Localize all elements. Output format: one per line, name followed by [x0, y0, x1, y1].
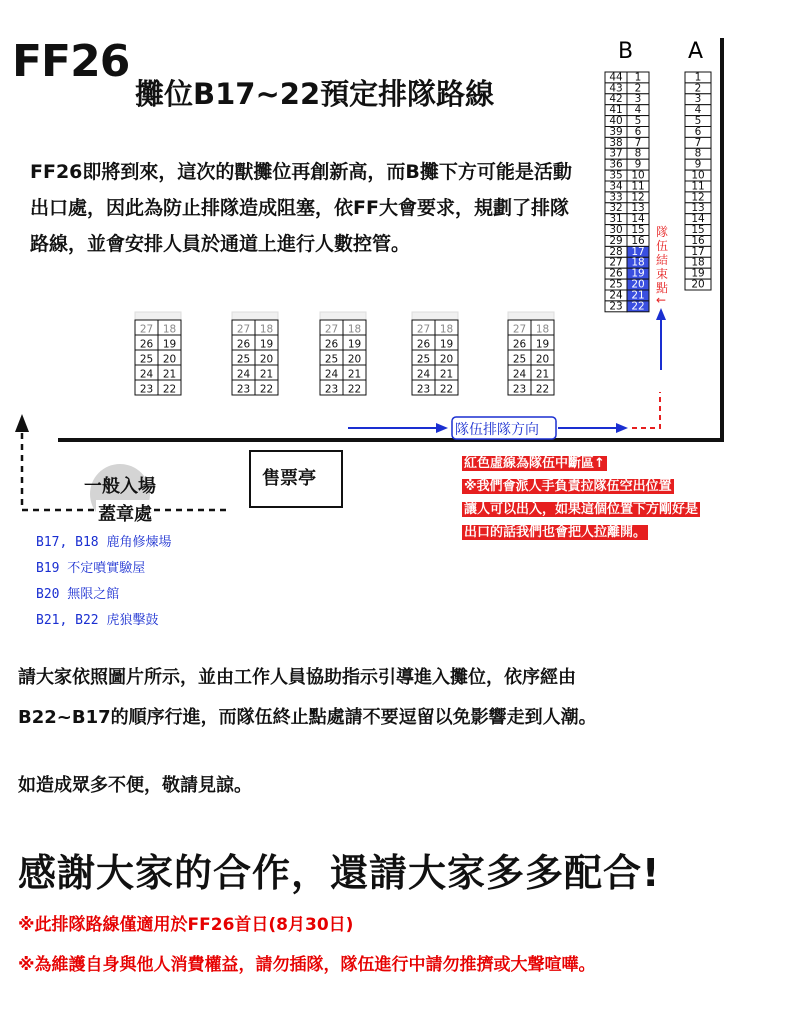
booth-block-2-24-number: 24 [236, 368, 251, 381]
booth-a-4-number: 4 [694, 104, 702, 117]
booth-b-9-number: 9 [634, 158, 642, 171]
intro-text: FF26即將到來，這次的獸攤位再創新高，而B攤下方可能是活動出口處，因此為防止排隊造成阻塞，依FF大會要求，規劃了排隊路線，並會安排人員於通道上進行人數控管。 [30, 161, 572, 255]
queue-end-label [656, 224, 668, 295]
red-notes [462, 452, 782, 544]
booth-block-2-22-number: 22 [259, 383, 274, 396]
booth-block-1-20-number: 20 [162, 353, 177, 366]
booth-block-5-25-number: 25 [512, 353, 527, 366]
queue-up-arrow-head [656, 308, 666, 320]
booth-b-11-number: 11 [631, 180, 645, 193]
apology-text: 如造成眾多不便，敬請見諒。 [18, 775, 252, 796]
booth-block-3-25-number: 25 [324, 353, 339, 366]
thanks-heading: 感謝大家的合作，還請大家多多配合! [18, 851, 661, 895]
booth-b-43-number: 43 [609, 82, 623, 95]
booth-a-5-number: 5 [694, 115, 702, 127]
booth-b-15-number: 15 [631, 224, 645, 236]
booth-block-1-26-number: 26 [139, 338, 154, 351]
booth-a-2-number: 2 [694, 82, 702, 95]
booth-block-fade [232, 312, 278, 320]
booth-b-32-number: 32 [609, 202, 623, 215]
booth-b-3-number: 3 [634, 93, 642, 106]
booth-a-13-number: 13 [691, 202, 705, 215]
booth-block-3-20-number: 20 [347, 353, 362, 366]
booth-block-4-22-number: 22 [439, 383, 454, 396]
booth-b-1-number: 1 [634, 71, 642, 84]
booth-b-37-number: 37 [609, 147, 623, 160]
booth-b-17-number: 17 [631, 245, 645, 258]
booth-a-20-number: 20 [691, 278, 705, 291]
booth-a-17-number: 17 [691, 245, 705, 258]
booth-block-4-24-number: 24 [416, 368, 431, 381]
booth-b-31-number: 31 [609, 213, 623, 226]
booth-legend-item: B19 不定噴實驗屋 [36, 561, 146, 576]
booth-b-19-number: 19 [631, 267, 645, 280]
booth-block-3-24-number: 24 [324, 368, 339, 381]
booth-a-12-number: 12 [691, 191, 705, 204]
red-note-4: 出口的話我們也會把人拉離開。 [464, 525, 647, 540]
booth-block-1-18-number: 18 [162, 323, 177, 336]
booth-b-22-number: 22 [631, 300, 645, 313]
booth-block-fade [320, 312, 366, 320]
booth-b-6-number: 6 [634, 125, 642, 138]
booth-a-19-number: 19 [691, 267, 705, 280]
booth-b-29-number: 29 [609, 234, 623, 247]
column-b-booths [605, 71, 649, 312]
booth-block-5-20-number: 20 [535, 353, 550, 366]
booth-b-7-number: 7 [634, 136, 642, 149]
booth-b-21-number: 21 [631, 289, 645, 302]
booth-legend-item: B17, B18 鹿角修煉場 [36, 535, 172, 550]
booth-legend-item: B21, B22 虎狼擊鼓 [36, 613, 159, 628]
booth-b-41-number: 41 [609, 104, 623, 117]
booth-block-5-21-number: 21 [535, 368, 550, 381]
booth-block-1-25-number: 25 [139, 353, 154, 366]
booth-b-25-number: 25 [609, 278, 623, 291]
booth-block-fade [508, 312, 554, 320]
red-note-2: ※我們會派人手負責拉隊伍空出位置 [464, 479, 672, 494]
booth-a-8-number: 8 [694, 147, 702, 160]
booth-block-1-21-number: 21 [162, 368, 177, 381]
queue-break-dashed-line [632, 392, 660, 428]
booth-block-5-26-number: 26 [512, 338, 527, 351]
booth-block-2-26-number: 26 [236, 338, 251, 351]
booth-block-2-19-number: 19 [259, 338, 274, 351]
booth-b-18-number: 18 [631, 256, 645, 269]
booth-block-5-19-number: 19 [535, 338, 550, 351]
booth-a-9-number: 9 [694, 158, 702, 171]
booth-block-4-19-number: 19 [439, 338, 454, 351]
booth-block-5-27-number: 27 [512, 323, 527, 336]
queue-end-char: 伍 [656, 239, 669, 253]
booth-a-11-number: 11 [691, 180, 705, 193]
booth-block-3-21-number: 21 [347, 368, 362, 381]
queue-direction-label: 隊伍排隊方向 [455, 422, 539, 438]
booth-block-2-20-number: 20 [259, 353, 274, 366]
booth-a-15-number: 15 [691, 224, 705, 236]
booth-a-1-number: 1 [694, 71, 702, 84]
booth-b-40-number: 40 [609, 115, 623, 127]
booth-block-3-19-number: 19 [347, 338, 362, 351]
booth-block-5-23-number: 23 [512, 383, 527, 396]
booth-block-3-18-number: 18 [347, 323, 362, 336]
booth-block-1-19-number: 19 [162, 338, 177, 351]
booth-b-20-number: 20 [631, 278, 645, 291]
column-a-booths [685, 71, 711, 290]
booth-a-18-number: 18 [691, 256, 705, 269]
booth-block-1-27-number: 27 [139, 323, 154, 336]
booth-b-30-number: 30 [609, 224, 623, 236]
column-a-label: A [688, 39, 704, 64]
booth-b-5-number: 5 [634, 115, 642, 127]
booth-b-28-number: 28 [609, 245, 623, 258]
booth-b-12-number: 12 [631, 191, 645, 204]
booth-b-36-number: 36 [609, 158, 623, 171]
booth-b-27-number: 27 [609, 256, 623, 269]
booth-b-24-number: 24 [609, 289, 623, 302]
booth-b-39-number: 39 [609, 125, 623, 138]
booth-b-23-number: 23 [609, 300, 623, 313]
entrance-label: 一般入場 [84, 476, 156, 497]
booth-block-4-23-number: 23 [416, 383, 431, 396]
booth-block-5-18-number: 18 [535, 323, 550, 336]
booth-block-4-20-number: 20 [439, 353, 454, 366]
booth-b-16-number: 16 [631, 234, 645, 247]
booth-block-fade [135, 312, 181, 320]
booth-block-2-27-number: 27 [236, 323, 251, 336]
booth-block-3-22-number: 22 [347, 383, 362, 396]
queue-end-char: 束 [656, 267, 669, 281]
notice-date: ※此排隊路線僅適用於FF26首日(8月30日) [18, 915, 354, 935]
other-booth-blocks [135, 312, 554, 396]
booth-block-2-25-number: 25 [236, 353, 251, 366]
stamp-area-label: 蓋章處 [96, 500, 154, 526]
event-name: FF26 [12, 36, 130, 87]
booth-block-3-26-number: 26 [324, 338, 339, 351]
page-title: 攤位B17~22預定排隊路線 [135, 77, 495, 111]
booth-block-4-21-number: 21 [439, 368, 454, 381]
booth-b-26-number: 26 [609, 267, 623, 280]
booth-b-4-number: 4 [634, 104, 642, 117]
instruction-line-1: 請大家依照圖片所示，並由工作人員協助指示引導進入攤位，依序經由 [18, 667, 576, 688]
booth-block-2-21-number: 21 [259, 368, 274, 381]
booth-legend [36, 530, 171, 634]
booth-a-14-number: 14 [691, 213, 705, 226]
booth-block-1-24-number: 24 [139, 368, 154, 381]
booth-a-16-number: 16 [691, 234, 705, 247]
queue-end-pointer: ← [656, 293, 667, 307]
booth-block-5-22-number: 22 [535, 383, 550, 396]
booth-b-33-number: 33 [609, 191, 623, 204]
booth-a-3-number: 3 [694, 93, 702, 106]
booth-block-4-26-number: 26 [416, 338, 431, 351]
notice-rules: ※為維護自身與他人消費權益，請勿插隊，隊伍進行中請勿推擠或大聲喧嘩。 [18, 955, 596, 975]
ticket-booth-label: 售票亭 [262, 468, 316, 489]
booth-b-44-number: 44 [609, 71, 623, 84]
booth-b-38-number: 38 [609, 136, 623, 149]
booth-a-10-number: 10 [691, 169, 705, 182]
booth-block-4-27-number: 27 [416, 323, 431, 336]
booth-b-2-number: 2 [634, 82, 642, 95]
instruction-line-2: B22~B17的順序行進，而隊伍終止點處請不要逗留以免影響走到人潮。 [18, 707, 597, 728]
booth-legend-item: B20 無限之館 [36, 587, 120, 602]
booth-a-6-number: 6 [694, 125, 702, 138]
booth-block-1-22-number: 22 [162, 383, 177, 396]
column-b-label: B [618, 39, 634, 64]
booth-block-5-24-number: 24 [512, 368, 527, 381]
booth-b-42-number: 42 [609, 93, 623, 106]
booth-block-4-18-number: 18 [439, 323, 454, 336]
queue-direction-arrow-2 [616, 423, 628, 433]
queue-direction-arrow-1 [436, 423, 448, 433]
booth-b-34-number: 34 [609, 180, 623, 193]
booth-block-4-25-number: 25 [416, 353, 431, 366]
booth-b-10-number: 10 [631, 169, 645, 182]
red-note-3: 讓人可以出入，如果這個位置下方剛好是 [464, 502, 699, 517]
queue-end-char: 隊 [656, 225, 669, 239]
booth-block-1-23-number: 23 [139, 383, 154, 396]
exit-route-arrow [15, 414, 29, 432]
booth-a-7-number: 7 [694, 136, 702, 149]
booth-block-3-27-number: 27 [324, 323, 339, 336]
booth-b-8-number: 8 [634, 147, 642, 160]
queue-end-char: 點 [656, 281, 669, 295]
booth-b-35-number: 35 [609, 169, 623, 182]
booth-b-13-number: 13 [631, 202, 645, 215]
red-note-1: 紅色虛線為隊伍中斷區↑ [464, 456, 605, 471]
booth-block-2-23-number: 23 [236, 383, 251, 396]
booth-block-3-23-number: 23 [324, 383, 339, 396]
booth-block-fade [412, 312, 458, 320]
booth-block-2-18-number: 18 [259, 323, 274, 336]
queue-end-char: 結 [656, 253, 669, 267]
booth-b-14-number: 14 [631, 213, 645, 226]
